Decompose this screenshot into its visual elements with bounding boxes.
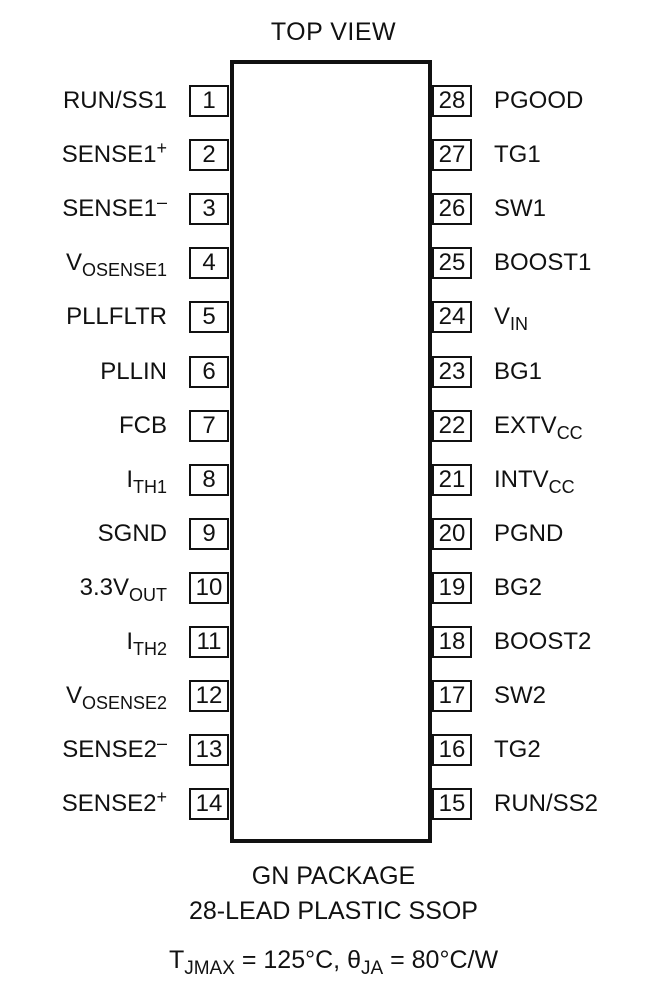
pin-3-number: 3 <box>189 193 229 225</box>
pin-4-label <box>66 247 167 279</box>
pin-23-label-text: BG1 <box>494 358 543 385</box>
pin-27-label-text: TG1 <box>494 141 541 168</box>
pin-9-label-text: SGND <box>97 520 167 547</box>
pin-12-label-subscript: OSENSE2 <box>81 693 167 713</box>
pin-9-label <box>98 518 167 550</box>
pin-2-label-text: SENSE1 <box>61 141 157 168</box>
pin-1-number: 1 <box>189 85 229 117</box>
pin-14-number: 14 <box>189 788 229 820</box>
pin-2-label-superscript: + <box>156 138 167 158</box>
pin-21-label-subscript: CC <box>548 477 575 497</box>
tjmax-subscript: JMAX <box>184 958 235 979</box>
pin-19-label-text: BG2 <box>494 574 543 601</box>
pin-13-label-text: SENSE2 <box>62 736 157 763</box>
pin-21-label <box>494 464 575 496</box>
pin-17-label <box>494 680 546 712</box>
pin-4-label-text: V <box>65 249 82 276</box>
tjmax-value: = 125°C, <box>234 946 348 974</box>
thermal-spec <box>0 946 667 979</box>
pin-26-label-text: SW1 <box>494 195 547 222</box>
pin-22-label <box>494 410 583 442</box>
pin-2-label <box>62 139 167 171</box>
pin-18-label <box>494 626 591 658</box>
pin-21-label-text: INTV <box>494 466 549 493</box>
pin-13-label <box>62 734 167 766</box>
pin-11-label-text: I <box>126 628 133 655</box>
pin-15-label <box>494 788 598 820</box>
pin-14-label-superscript: + <box>156 787 167 807</box>
pin-22-label-subscript: CC <box>556 423 583 443</box>
pin-27-number: 27 <box>432 139 472 171</box>
pin-10-label-text: 3.3V <box>79 574 129 601</box>
pin-26-label <box>494 193 546 225</box>
pin-10-number: 10 <box>189 572 229 604</box>
pin-19-number: 19 <box>432 572 472 604</box>
pin-8-label-subscript: TH1 <box>132 477 167 497</box>
theta-subscript: JA <box>360 958 384 979</box>
pin-5-label <box>66 301 167 333</box>
pin-15-label-text: RUN/SS2 <box>494 790 599 817</box>
top-view-title: TOP VIEW <box>270 18 397 46</box>
pin-18-number: 18 <box>432 626 472 658</box>
pin-11-label-subscript: TH2 <box>132 639 167 659</box>
pin-25-label-text: BOOST1 <box>494 249 592 276</box>
pin-8-number: 8 <box>189 464 229 496</box>
pin-18-label-text: BOOST2 <box>494 628 592 655</box>
pin-11-label <box>126 626 167 658</box>
pin-20-label <box>494 518 563 550</box>
pin-12-label <box>66 680 167 712</box>
package-description: 28-LEAD PLASTIC SSOP <box>188 897 478 925</box>
pin-5-number: 5 <box>189 301 229 333</box>
pin-13-label-superscript: – <box>156 733 167 753</box>
pin-3-label-superscript: – <box>156 192 167 212</box>
pin-22-number: 22 <box>432 410 472 442</box>
pin-13-number: 13 <box>189 734 229 766</box>
pin-5-label-text: PLLFLTR <box>66 303 167 330</box>
pin-7-label <box>119 410 167 442</box>
pin-16-label <box>494 734 541 766</box>
pin-7-label-text: FCB <box>119 412 167 439</box>
pin-10-label-subscript: OUT <box>129 585 167 605</box>
pin-24-label-subscript: IN <box>510 314 529 334</box>
pin-1-label <box>63 85 167 117</box>
pin-1-label-text: RUN/SS1 <box>62 87 167 114</box>
theta-value: = 80°C/W <box>383 946 499 974</box>
pin-8-label <box>126 464 167 496</box>
pin-21-number: 21 <box>432 464 472 496</box>
pin-26-number: 26 <box>432 193 472 225</box>
pin-25-label <box>494 247 591 279</box>
pin-24-label <box>494 301 528 333</box>
pin-6-label <box>100 356 167 388</box>
pin-24-label-text: V <box>494 303 511 330</box>
pin-14-label-text: SENSE2 <box>61 790 157 817</box>
pin-14-label <box>62 788 167 820</box>
pin-3-label-text: SENSE1 <box>62 195 157 222</box>
pin-6-label-text: PLLIN <box>100 358 167 385</box>
ic-package-body <box>230 60 432 843</box>
pin-17-number: 17 <box>432 680 472 712</box>
theta-symbol: θ <box>347 946 361 974</box>
pin-8-label-text: I <box>126 466 133 493</box>
pin-12-number: 12 <box>189 680 229 712</box>
pin-4-label-subscript: OSENSE1 <box>81 260 167 280</box>
pin-28-label <box>494 85 583 117</box>
pin-17-label-text: SW2 <box>494 682 547 709</box>
pin-20-label-text: PGND <box>494 520 564 547</box>
pin-19-label <box>494 572 542 604</box>
pin-28-label-text: PGOOD <box>494 87 584 114</box>
package-name: GN PACKAGE <box>251 862 416 890</box>
pin-25-number: 25 <box>432 247 472 279</box>
pin-4-number: 4 <box>189 247 229 279</box>
pin-7-number: 7 <box>189 410 229 442</box>
pin-23-label <box>494 356 542 388</box>
pin-9-number: 9 <box>189 518 229 550</box>
pin-20-number: 20 <box>432 518 472 550</box>
pin-27-label <box>494 139 541 171</box>
pin-24-number: 24 <box>432 301 472 333</box>
pin-22-label-text: EXTV <box>494 412 557 439</box>
pin-11-number: 11 <box>189 626 229 658</box>
pin-28-number: 28 <box>432 85 472 117</box>
pin-3-label <box>62 193 167 225</box>
pin-12-label-text: V <box>65 682 82 709</box>
tjmax-symbol: T <box>168 946 185 974</box>
pin-16-label-text: TG2 <box>494 736 541 763</box>
pin-10-label <box>80 572 167 604</box>
pin-15-number: 15 <box>432 788 472 820</box>
pin-16-number: 16 <box>432 734 472 766</box>
pin-6-number: 6 <box>189 356 229 388</box>
pin-23-number: 23 <box>432 356 472 388</box>
pin-2-number: 2 <box>189 139 229 171</box>
